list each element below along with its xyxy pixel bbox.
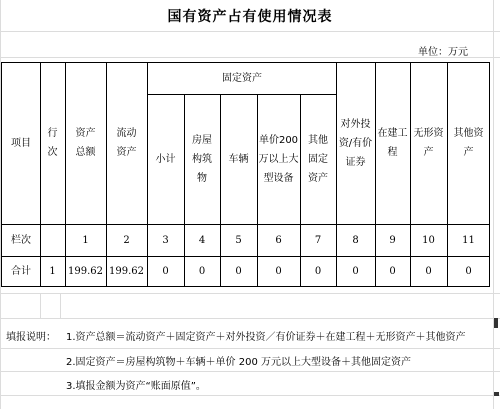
total-cell[interactable]: 0: [235, 266, 242, 277]
note-item: 3.填报金额为资产“账面原值”。: [66, 381, 206, 392]
header-subtotal: 小计: [155, 153, 176, 165]
column-number: 5: [235, 234, 242, 246]
header-intangible: 无形资产: [413, 128, 444, 158]
column-number: 6: [275, 234, 282, 246]
column-number: 8: [352, 234, 359, 246]
header-investments: 对外投资/有价证券: [338, 118, 373, 168]
total-cell[interactable]: 199.62: [68, 266, 103, 277]
header-buildings: 房屋构筑物: [192, 134, 212, 184]
notes-label: 填报说明：: [6, 332, 56, 343]
header-other-assets: 其他资产: [453, 128, 484, 158]
total-cell[interactable]: 199.62: [109, 266, 144, 277]
column-number-label: 栏次: [11, 234, 31, 246]
total-cell[interactable]: 0: [314, 266, 322, 277]
column-number: 7: [314, 234, 322, 246]
unit-label: 单位：万元: [418, 47, 468, 58]
header-vehicles: 车辆: [228, 153, 249, 165]
header-row-no: 行次: [47, 128, 58, 158]
column-number: 11: [462, 234, 475, 246]
report-title: 国有资产占有使用情况表: [167, 9, 333, 25]
total-cell[interactable]: 0: [465, 266, 472, 277]
column-number: 3: [162, 234, 169, 246]
total-cell[interactable]: 0: [198, 266, 206, 277]
total-cell[interactable]: 0: [352, 266, 359, 277]
total-cell[interactable]: 0: [275, 266, 282, 277]
header-total-assets: 资产总额: [75, 128, 96, 158]
total-cell[interactable]: 0: [162, 266, 169, 277]
header-fixed-assets: 固定资产: [222, 72, 262, 84]
total-cell[interactable]: 0: [389, 266, 396, 277]
column-resize-handle[interactable]: [494, 318, 498, 328]
total-label: 合计: [11, 266, 31, 277]
note-item: 2.固定资产＝房屋构筑物＋车辆＋单价 200 万元以上大型设备＋其他固定资产: [66, 357, 411, 368]
cell-fill-handle[interactable]: [494, 392, 499, 396]
column-number: 9: [389, 234, 396, 246]
note-item: 1.资产总额＝流动资产＋固定资产＋对外投资／有价证券＋在建工程＋无形资产＋其他资产: [66, 332, 466, 343]
total-cell[interactable]: 0: [425, 266, 432, 277]
column-number: 2: [123, 234, 130, 246]
column-number: 1: [82, 234, 89, 246]
header-large-equipment: 单价200万以上大型设备: [258, 134, 299, 184]
column-number: 10: [422, 234, 435, 246]
header-other-fixed: 其他固定资产: [308, 134, 328, 184]
header-construction: 在建工程: [377, 128, 408, 158]
header-item: 项目: [11, 137, 31, 149]
total-row-no: 1: [49, 266, 56, 277]
header-current-assets: 流动资产: [116, 128, 137, 158]
column-number: 4: [198, 234, 206, 246]
